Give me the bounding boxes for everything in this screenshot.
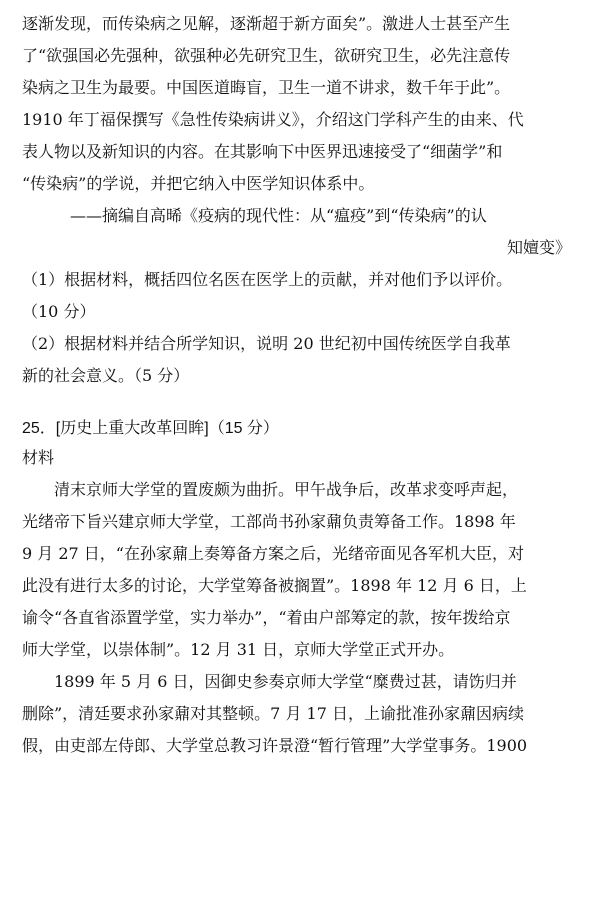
question-2: （2）根据材料并结合所学知识，说明 20 世纪初中国传统医学自我革 (22, 334, 511, 353)
text-line: 9 月 27 日，“在孙家鼐上奏筹备方案之后，光绪帝面见各军机大臣，对 (22, 544, 524, 563)
text-line: 清末京师大学堂的置废颇为曲折。甲午战争后，改革求变呼声起， (54, 480, 519, 499)
spacer (22, 392, 579, 414)
text-line: 1899 年 5 月 6 日，因御史参奏京师大学堂“糜费过甚，请饬归并 (54, 672, 517, 691)
question-1-points: （10 分） (22, 302, 96, 321)
text-line: 此没有进行太多的讨论，大学堂筹备被搁置”。1898 年 12 月 6 日，上 (22, 576, 527, 595)
question-2-continued: 新的社会意义。（5 分） (22, 366, 190, 385)
material-paragraph-1 (22, 474, 579, 666)
text-line: 谕令“各直省添置学堂，实力举办”，“着由户部筹定的款，按年拨给京 (22, 608, 511, 627)
material-label: 材料 (22, 450, 55, 467)
text-line: 了“欲强国必先强种，欲强种必先研究卫生，欲研究卫生，必先注意传 (22, 46, 511, 65)
text-line: 逐渐发现，而传染病之见解，逐渐超于新方面矣”。激进人士甚至产生 (22, 14, 511, 33)
source-citation-continued: 知嬗变》 (506, 238, 571, 257)
questions-24 (22, 264, 579, 392)
question-1: （1）根据材料，概括四位名医在医学上的贡献，并对他们予以评价。 (22, 270, 513, 289)
source-citation: ——摘编自高晞《疫病的现代性：从“瘟疫”到“传染病”的认 (70, 206, 487, 225)
material-paragraph-2 (22, 666, 579, 762)
text-line: 染病之卫生为最要。中国医道晦盲，卫生一道不讲求，数千年于此”。 (22, 78, 511, 97)
text-line: 删除”，清廷要求孙家鼐对其整顿。7 月 17 日，上谕批准孙家鼐因病续 (22, 704, 524, 723)
text-line: 1910 年丁福保撰写《急性传染病讲义》，介绍这门学科产生的由来、代 (22, 110, 524, 129)
text-line: 师大学堂，以崇体制”。12 月 31 日，京师大学堂正式开办。 (22, 640, 455, 659)
text-line: 假，由吏部左侍郎、大学堂总教习许景澄“暂行管理”大学堂事务。1900 (22, 736, 528, 755)
question-25-section (22, 414, 579, 762)
text-line: 光绪帝下旨兴建京师大学堂，工部尚书孙家鼐负责筹备工作。1898 年 (22, 512, 516, 531)
question-25-heading: 25．[历史上重大改革回眸]（15 分） (22, 420, 279, 437)
text-line: “传染病”的学说，并把它纳入中医学知识体系中。 (22, 174, 375, 193)
material-24-text (22, 8, 579, 264)
text-line: 表人物以及新知识的内容。在其影响下中医界迅速接受了“细菌学”和 (22, 142, 503, 161)
